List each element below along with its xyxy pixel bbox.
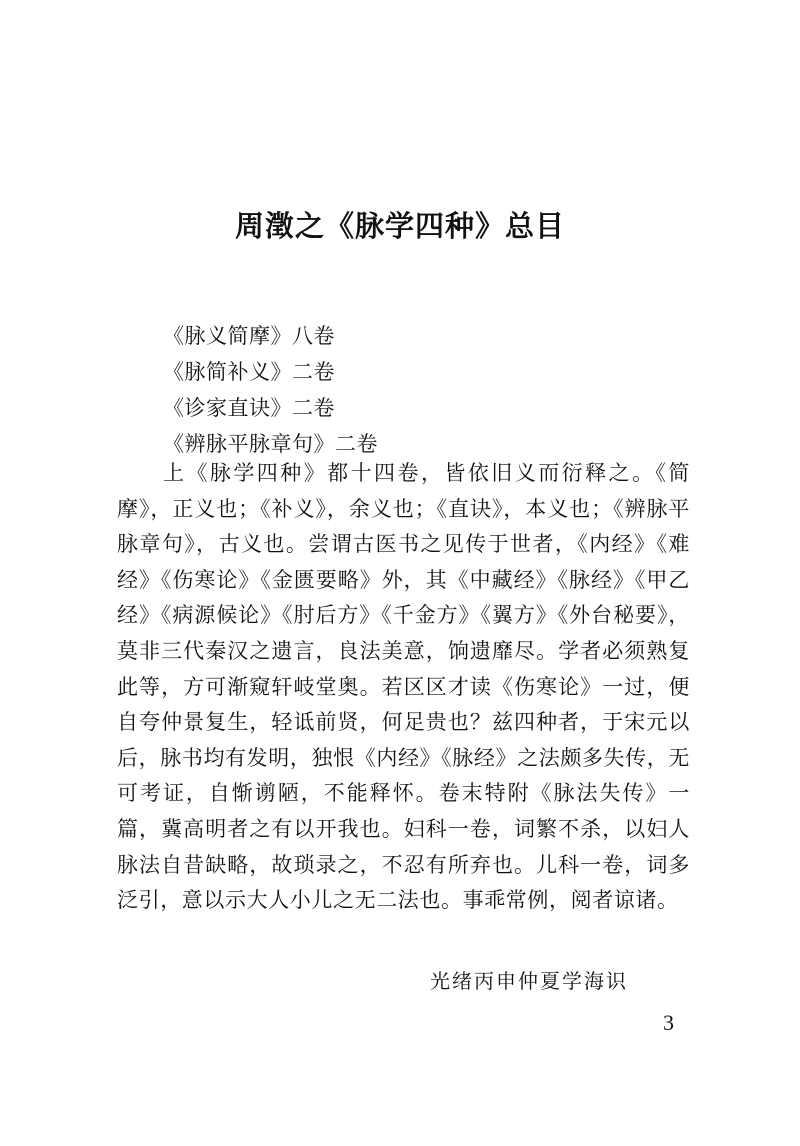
toc-item: 《脉简补义》二卷 — [163, 360, 335, 384]
toc-item: 《诊家直诀》二卷 — [163, 396, 335, 420]
page-number: 3 — [663, 1010, 674, 1035]
toc-item: 《脉义简摩》八卷 — [163, 324, 335, 348]
toc-item: 《辨脉平脉章句》二卷 — [163, 432, 378, 456]
body-paragraph: 上《脉学四种》都十四卷，皆依旧义而衍释之。《简摩》，正义也；《补义》，余义也；《直诀》，本义也；《辨脉平脉章句》，古义也。尝谓古医书之见传于世者，《内经》《难经》《伤寒论》《金匮要略》外，其《中藏经》《脉经》《甲乙经》《病源候论》《肘后方》《千金方》《翼方》《外台秘要》，莫非三代秦汉之遗言，良法美意，饷遗靡尽。学者必须熟复此等，方可渐窥轩岐堂奥。若区区才读《伤寒论》一过，便自夸仲景复生，轻诋前贤，何足贵也？兹四种者，于宋元以后，脉书均有发明，独恨《内经》《脉经》之法颇多失传，无可考证，自惭谫陋，不能释怀。卷末特附《脉法失传》一篇，冀高明者之有以开我也。妇科一卷，词繁不杀，以妇人脉法自昔缺略，故琐录之，不忍有所弃也。儿科一卷，词多泛引，意以示大人小儿之无二法也。事乖常例，阅者谅诸。 — [117, 461, 690, 913]
table-of-contents — [163, 318, 378, 462]
page-title: 周澂之《脉学四种》总目 — [234, 209, 565, 243]
signature-line: 光绪丙申仲夏学海识 — [430, 969, 628, 993]
